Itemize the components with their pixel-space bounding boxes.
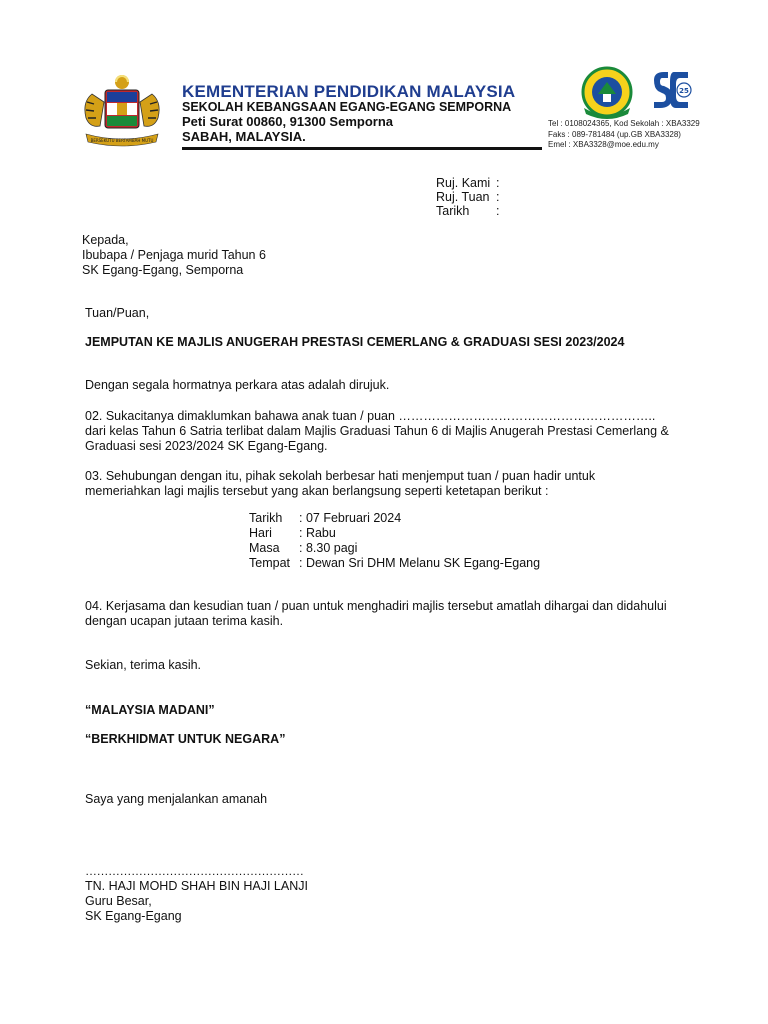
crest-scroll-text: BERSEKUTU BERTAMBAH MUTU — [90, 138, 154, 143]
paragraph-3 — [85, 469, 735, 499]
ref-tarikh-label: Tarikh — [436, 204, 470, 218]
school-name: SEKOLAH KEBANGSAAN EGANG-EGANG SEMPORNA — [182, 100, 512, 114]
closing-remark: Sekian, terima kasih. — [85, 658, 202, 672]
ministry-name: KEMENTERIAN PENDIDIKAN MALAYSIA — [182, 82, 516, 101]
paragraph-2-line-3: Graduasi sesi 2023/2024 SK Egang-Egang. — [85, 439, 328, 453]
recipient-block — [82, 233, 266, 278]
paragraph-4-line-1: 04. Kerjasama dan kesudian tuan / puan untuk menghadiri majlis tersebut amatlah dihargai dan didahului — [85, 599, 667, 613]
signatory-school: SK Egang-Egang — [85, 909, 182, 923]
sk-25-logo — [648, 68, 694, 116]
event-time-label: Masa — [249, 541, 280, 555]
paragraph-3-line-1: 03. Sehubungan dengan itu, pihak sekolah berbesar hati menjemput tuan / puan hadir untuk — [85, 469, 596, 483]
event-time-row — [249, 541, 540, 556]
ref-row-tuan — [436, 190, 499, 204]
contact-tel: Tel : 0108024365, Kod Sekolah : XBA3329 — [548, 119, 700, 128]
signatory-name: TN. HAJI MOHD SHAH BIN HAJI LANJI — [85, 879, 308, 893]
ref-row-tarikh — [436, 204, 499, 218]
recipient-line-3: SK Egang-Egang, Semporna — [82, 263, 244, 277]
event-details — [249, 511, 540, 571]
signatory-position: Guru Besar, — [85, 894, 152, 908]
paragraph-4-line-2: dengan ucapan jutaan terima kasih. — [85, 614, 284, 628]
paragraph-3-line-2: memeriahkan lagi majlis tersebut yang akan berlangsung seperti ketetapan berikut : — [85, 484, 549, 498]
header-divider — [182, 147, 542, 150]
letter-title: JEMPUTAN KE MAJLIS ANUGERAH PRESTASI CEMERLANG & GRADUASI SESI 2023/2024 — [85, 335, 625, 349]
paragraph-2-line-2: dari kelas Tahun 6 Satria terlibat dalam Majlis Graduasi Tahun 6 di Majlis Anugerah Prestasi Cemerlang & — [85, 424, 669, 438]
paragraph-2-line-1: 02. Sukacitanya dimaklumkan bahawa anak tuan / puan …………………………………………………….. — [85, 409, 656, 423]
ref-tuan-label: Ruj. Tuan — [436, 190, 490, 204]
ref-separator: : — [496, 190, 500, 204]
event-day-value: : Rabu — [299, 526, 336, 540]
event-venue-label: Tempat — [249, 556, 290, 570]
coat-of-arms-logo — [72, 72, 172, 152]
event-date-row — [249, 511, 540, 526]
recipient-line-1: Kepada, — [82, 233, 129, 247]
badge-number: 25 — [679, 87, 689, 95]
event-venue-row — [249, 556, 540, 571]
contact-fax: Faks : 089-781484 (up.GB XBA3328) — [548, 129, 681, 139]
contact-email: Emel : XBA3328@moe.edu.my — [548, 140, 659, 149]
trust-statement: Saya yang menjalankan amanah — [85, 792, 268, 806]
ref-separator: : — [496, 204, 500, 218]
event-date-value: : 07 Februari 2024 — [299, 511, 402, 525]
event-day-row — [249, 526, 540, 541]
event-day-label: Hari — [249, 526, 272, 540]
motto-malaysia-madani: “MALAYSIA MADANI” — [85, 703, 215, 717]
signature-line: ………………………………………………… — [85, 864, 304, 878]
recipient-line-2: Ibubapa / Penjaga murid Tahun 6 — [82, 248, 266, 262]
event-date-label: Tarikh — [249, 511, 283, 525]
event-venue-value: : Dewan Sri DHM Melanu SK Egang-Egang — [299, 556, 541, 570]
ref-kami-label: Ruj. Kami — [436, 176, 491, 190]
school-logo — [576, 64, 638, 120]
motto-berkhidmat: “BERKHIDMAT UNTUK NEGARA” — [85, 732, 286, 746]
school-address: Peti Surat 00860, 91300 Semporna — [182, 114, 394, 129]
paragraph-4 — [85, 599, 735, 629]
salutation: Tuan/Puan, — [85, 306, 150, 320]
ref-row-kami — [436, 176, 499, 190]
ref-separator: : — [496, 176, 500, 190]
event-time-value: : 8.30 pagi — [299, 541, 358, 555]
reference-block — [436, 176, 499, 218]
paragraph-1: Dengan segala hormatnya perkara atas adalah dirujuk. — [85, 378, 390, 392]
contact-block — [548, 119, 700, 151]
school-state: SABAH, MALAYSIA. — [182, 129, 306, 144]
paragraph-2 — [85, 409, 735, 454]
signature-block — [85, 879, 308, 924]
